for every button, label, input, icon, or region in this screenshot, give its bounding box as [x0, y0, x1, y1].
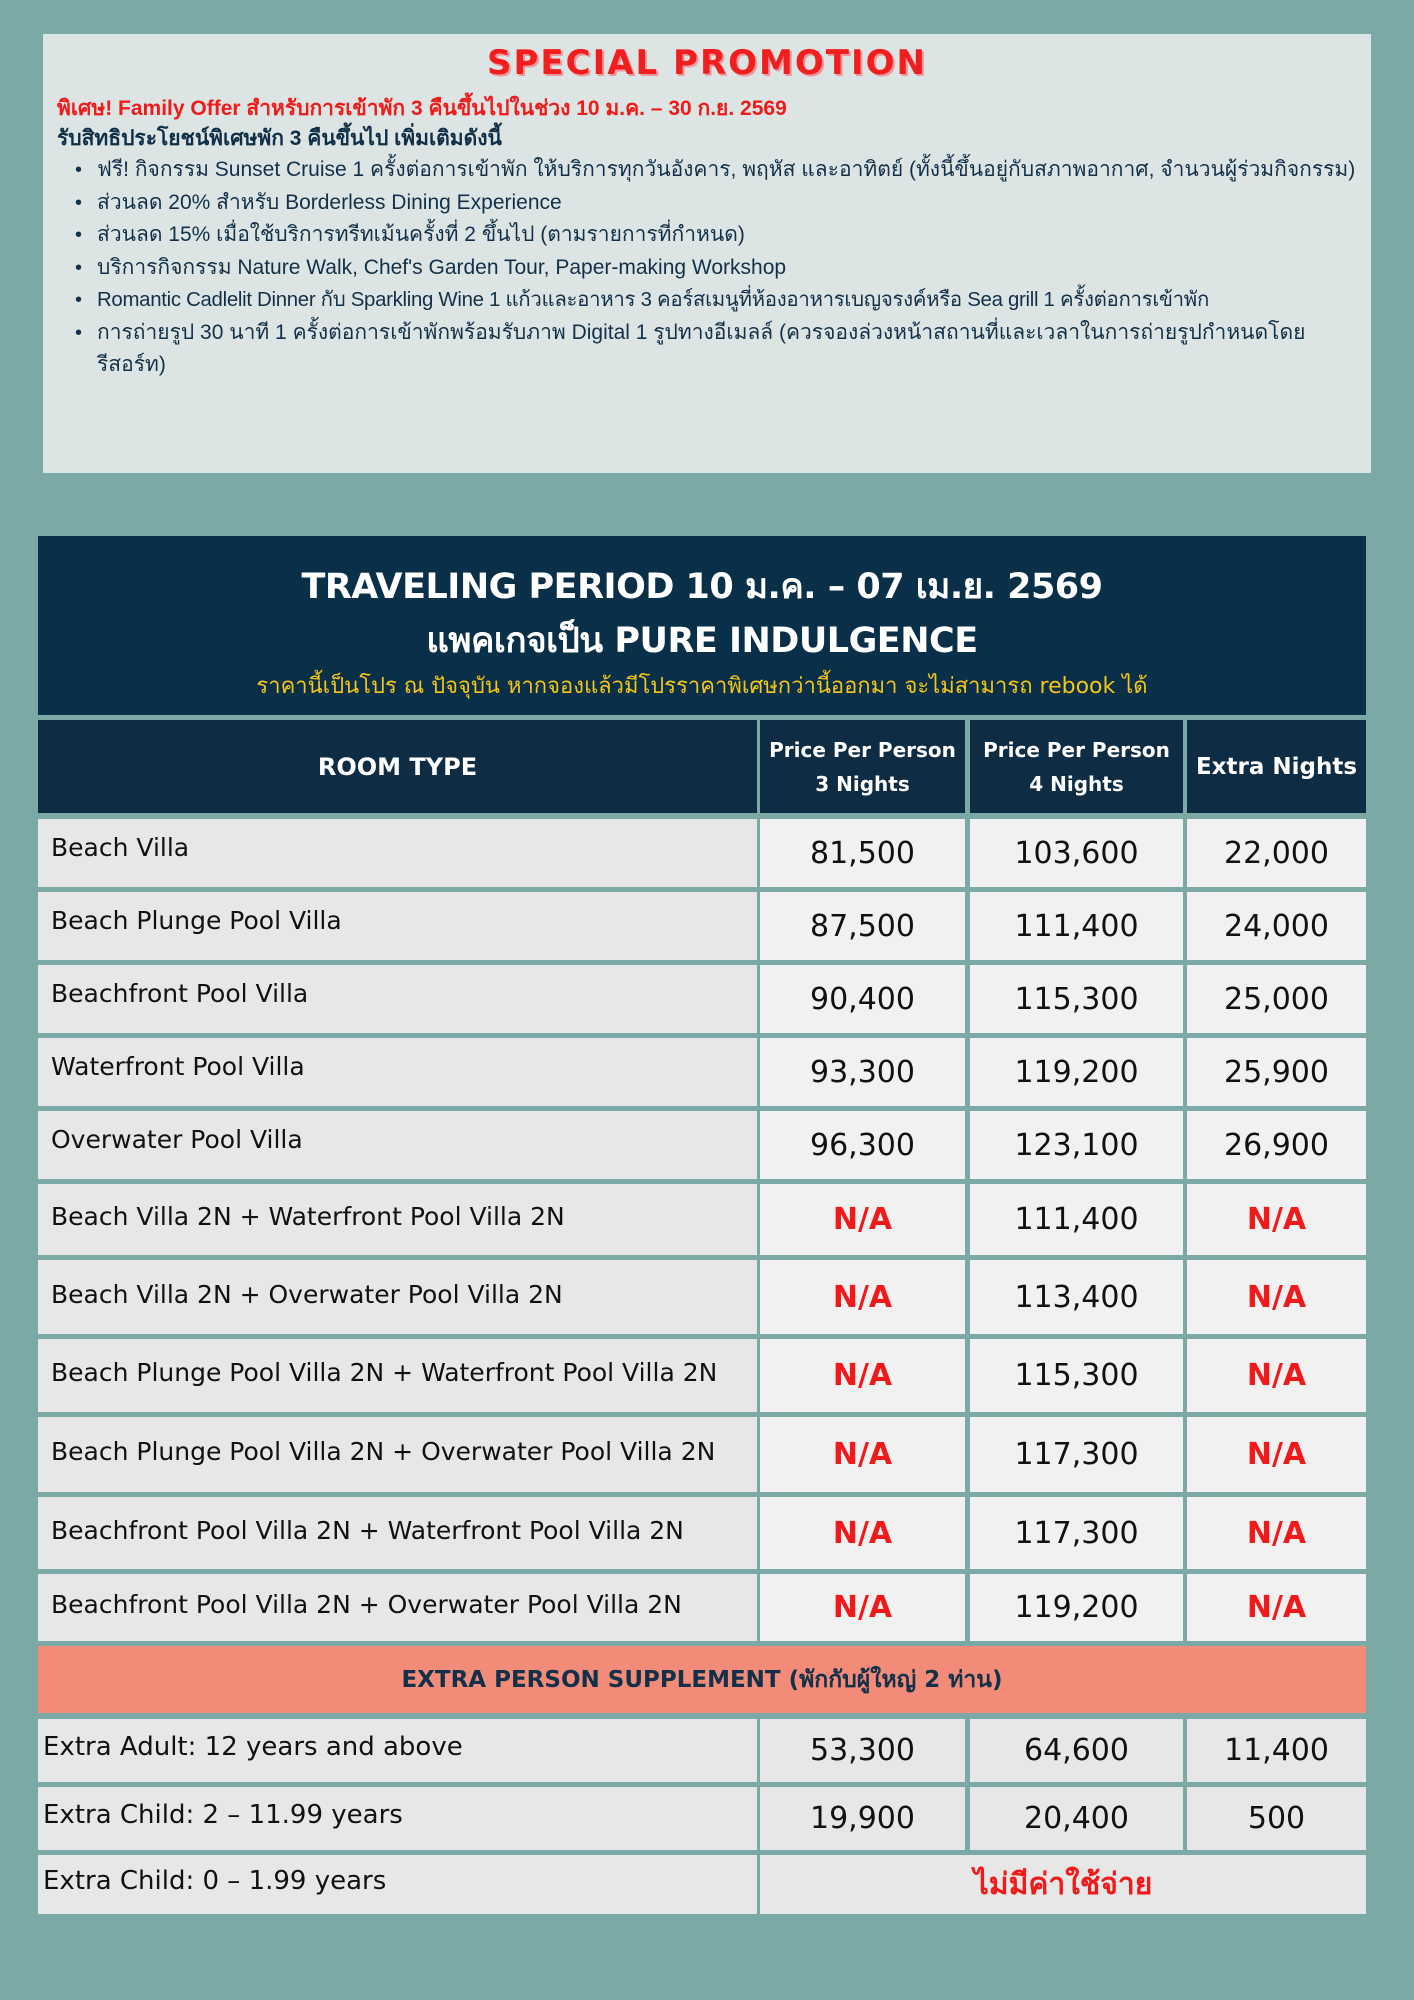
extra-nights-cell: N/A	[1187, 1260, 1366, 1334]
package-name: แพคเกจเป็น PURE INDULGENCE	[426, 621, 978, 661]
supplement-label: Extra Adult: 12 years and above	[38, 1719, 757, 1782]
table-row	[38, 965, 1366, 1033]
bullet-icon: •	[75, 224, 83, 246]
table-header-row	[38, 720, 1366, 813]
promo-benefit-list	[75, 154, 1357, 382]
extra-nights-cell: 25,000	[1187, 965, 1366, 1033]
extra-nights-cell: N/A	[1187, 1184, 1366, 1255]
price-3-nights-cell: 96,300	[760, 1111, 965, 1179]
price-3-nights-cell: N/A	[760, 1574, 965, 1641]
table-row	[38, 1497, 1366, 1569]
price-3-nights-cell: 90,400	[760, 965, 965, 1033]
rebook-note: ราคานี้เป็นโปร ณ ปัจจุบัน หากจองแล้วมีโปรราคาพิเศษกว่านี้ออกมา จะไม่สามารถ rebook ได้	[256, 674, 1148, 699]
table-row	[38, 819, 1366, 887]
promo-subtitle: พิเศษ! Family Offer สำหรับการเข้าพัก 3 คืนขึ้นไปในช่วง 10 ม.ค. – 30 ก.ย. 2569	[57, 97, 787, 120]
header-price-3-nights: Price Per Person 3 Nights	[760, 720, 965, 813]
extra-nights-cell: N/A	[1187, 1417, 1366, 1492]
promo-lead: รับสิทธิประโยชน์พิเศษพัก 3 คืนขึ้นไป เพิ่มเติมดังนี้	[57, 127, 502, 150]
supplement-extra-nights: 500	[1187, 1787, 1366, 1850]
price-4-nights-cell: 117,300	[970, 1417, 1183, 1492]
table-row	[38, 1184, 1366, 1255]
supplement-row	[38, 1787, 1366, 1850]
extra-nights-cell: N/A	[1187, 1497, 1366, 1569]
promo-benefit-item: • การถ่ายรูป 30 นาที 1 ครั้งต่อการเข้าพักพร้อมรับภาพ Digital 1 รูปทางอีเมลล์ (ควรจองล่วงหน้าสถานที่และเวลาในการถ่ายรูปกำหนดโดยรีสอร์ท)	[83, 317, 1357, 382]
table-row	[38, 1339, 1366, 1412]
room-type-cell: Beachfront Pool Villa 2N + Overwater Pool Villa 2N	[38, 1574, 757, 1641]
price-4-nights-cell: 115,300	[970, 965, 1183, 1033]
header-room-type: ROOM TYPE	[38, 720, 757, 813]
bullet-icon: •	[75, 256, 83, 279]
table-row	[38, 1038, 1366, 1106]
price-4-nights-cell: 111,400	[970, 892, 1183, 960]
price-4-nights-cell: 115,300	[970, 1339, 1183, 1412]
table-row	[38, 892, 1366, 960]
price-3-nights-cell: N/A	[760, 1184, 965, 1255]
extra-nights-cell: N/A	[1187, 1339, 1366, 1412]
price-4-nights-cell: 113,400	[970, 1260, 1183, 1334]
promo-benefit-item: • Romantic Cadlelit Dinner กับ Sparkling Wine 1 แก้วและอาหาร 3 คอร์สเมนูที่ห้องอาหารเบญจรงค์หรือ Sea grill 1 ครั้งต่อการเข้าพัก	[83, 284, 1357, 317]
extra-person-supplement-header: EXTRA PERSON SUPPLEMENT (พักกับผู้ใหญ่ 2 ท่าน)	[38, 1646, 1366, 1713]
supplement-extra-nights: 11,400	[1187, 1719, 1366, 1782]
extra-nights-cell: N/A	[1187, 1574, 1366, 1641]
room-type-cell: Waterfront Pool Villa	[38, 1038, 757, 1106]
price-3-nights-cell: N/A	[760, 1417, 965, 1492]
supplement-label: Extra Child: 2 – 11.99 years	[38, 1787, 757, 1850]
promo-title: SPECIAL PROMOTION	[487, 43, 927, 83]
price-3-nights-cell: 81,500	[760, 819, 965, 887]
table-row	[38, 1111, 1366, 1179]
price-4-nights-cell: 117,300	[970, 1497, 1183, 1569]
room-type-cell: Beach Plunge Pool Villa	[38, 892, 757, 960]
supplement-label: Extra Child: 0 – 1.99 years	[38, 1855, 757, 1914]
header-extra-nights: Extra Nights	[1187, 720, 1366, 813]
price-4-nights-cell: 123,100	[970, 1111, 1183, 1179]
room-type-cell: Beachfront Pool Villa	[38, 965, 757, 1033]
price-3-nights-cell: 93,300	[760, 1038, 965, 1106]
supplement-row	[38, 1719, 1366, 1782]
extra-nights-cell: 24,000	[1187, 892, 1366, 960]
room-type-cell: Beachfront Pool Villa 2N + Waterfront Pool Villa 2N	[38, 1497, 757, 1569]
bullet-icon: •	[75, 289, 82, 311]
extra-nights-cell: 25,900	[1187, 1038, 1366, 1106]
supplement-row	[38, 1855, 1366, 1914]
special-promotion-box	[43, 34, 1371, 473]
room-type-cell: Beach Plunge Pool Villa 2N + Waterfront Pool Villa 2N	[38, 1339, 757, 1412]
price-3-nights-cell: N/A	[760, 1497, 965, 1569]
traveling-period-title: TRAVELING PERIOD 10 ม.ค. – 07 เม.ย. 2569	[301, 567, 1103, 607]
table-row	[38, 1417, 1366, 1492]
price-4-nights-cell: 119,200	[970, 1574, 1183, 1641]
table-row	[38, 1260, 1366, 1334]
promo-benefit-item: • ส่วนลด 15% เมื่อใช้บริการทรีทเม้นครั้งที่ 2 ขึ้นไป (ตามรายการที่กำหนด)	[83, 219, 1357, 252]
supplement-price-4-nights: 20,400	[970, 1787, 1183, 1850]
table-row	[38, 1574, 1366, 1641]
room-type-cell: Beach Villa 2N + Overwater Pool Villa 2N	[38, 1260, 757, 1334]
bullet-icon: •	[75, 321, 83, 344]
room-type-cell: Beach Plunge Pool Villa 2N + Overwater Pool Villa 2N	[38, 1417, 757, 1492]
extra-nights-cell: 22,000	[1187, 819, 1366, 887]
room-type-cell: Beach Villa	[38, 819, 757, 887]
header-price-4-nights: Price Per Person 4 Nights	[970, 720, 1183, 813]
promo-benefit-item: • ฟรี! กิจกรรม Sunset Cruise 1 ครั้งต่อการเข้าพัก ให้บริการทุกวันอังคาร, พฤหัส และอาทิตย์ (ทั้งนี้ขึ้นอยู่กับสภาพอากาศ, จำนวนผู้ร่วมกิจกรรม)	[83, 154, 1357, 187]
promo-benefit-item: • ส่วนลด 20% สำหรับ Borderless Dining Experience	[83, 187, 1357, 220]
promo-benefit-item: • บริการกิจกรรม Nature Walk, Chef's Garden Tour, Paper-making Workshop	[83, 252, 1357, 285]
price-4-nights-cell: 103,600	[970, 819, 1183, 887]
price-3-nights-cell: N/A	[760, 1339, 965, 1412]
supplement-price-4-nights: 64,600	[970, 1719, 1183, 1782]
room-type-cell: Beach Villa 2N + Waterfront Pool Villa 2N	[38, 1184, 757, 1255]
room-type-cell: Overwater Pool Villa	[38, 1111, 757, 1179]
price-4-nights-cell: 119,200	[970, 1038, 1183, 1106]
price-4-nights-cell: 111,400	[970, 1184, 1183, 1255]
extra-nights-cell: 26,900	[1187, 1111, 1366, 1179]
price-3-nights-cell: 87,500	[760, 892, 965, 960]
supplement-free-of-charge: ไม่มีค่าใช้จ่าย	[760, 1855, 1366, 1914]
bullet-icon: •	[75, 191, 83, 214]
price-3-nights-cell: N/A	[760, 1260, 965, 1334]
bullet-icon: •	[75, 159, 83, 181]
supplement-price-3-nights: 53,300	[760, 1719, 965, 1782]
supplement-price-3-nights: 19,900	[760, 1787, 965, 1850]
traveling-period-header	[38, 536, 1366, 715]
